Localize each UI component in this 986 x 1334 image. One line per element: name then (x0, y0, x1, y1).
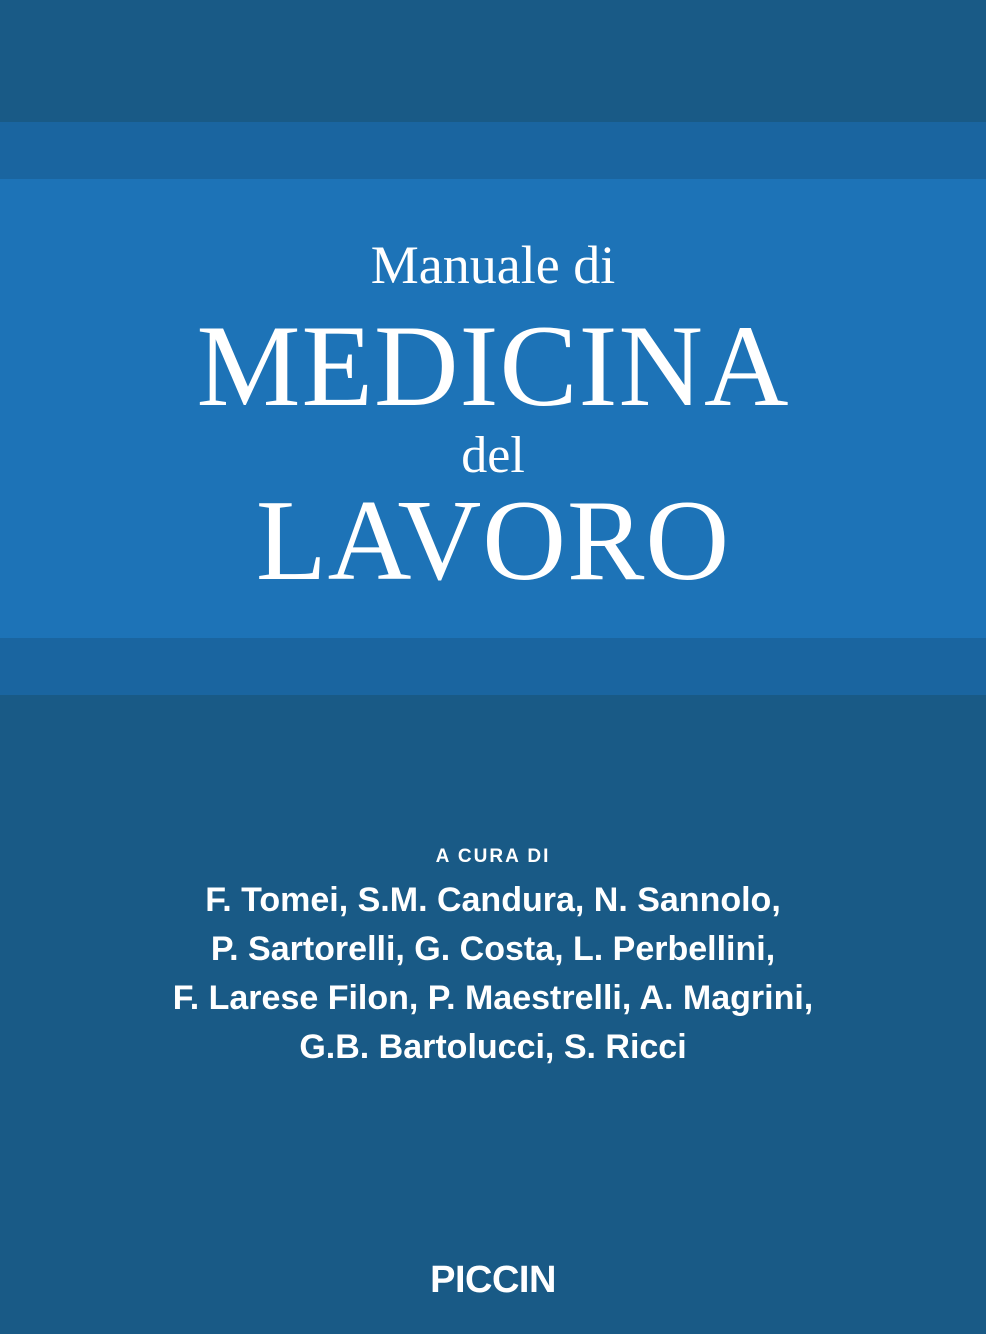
publisher-logo: PICCIN (430, 1259, 556, 1301)
title-line-del: del (461, 427, 525, 484)
editors-intro: A CURA DI (435, 846, 551, 867)
editors-line: F. Larese Filon, P. Maestrelli, A. Magrini, (172, 979, 814, 1017)
title-line-lavoro: LAVORO (255, 477, 731, 605)
editors-list (0, 876, 986, 1072)
title-line-manuale-di: Manuale di (370, 235, 616, 295)
editors-line: F. Tomei, S.M. Candura, N. Sannolo, (205, 881, 781, 919)
editors-line: G.B. Bartolucci, S. Ricci (299, 1028, 687, 1066)
editors-line: P. Sartorelli, G. Costa, L. Perbellini, (210, 930, 776, 968)
title-line-medicina: MEDICINA (196, 302, 790, 431)
